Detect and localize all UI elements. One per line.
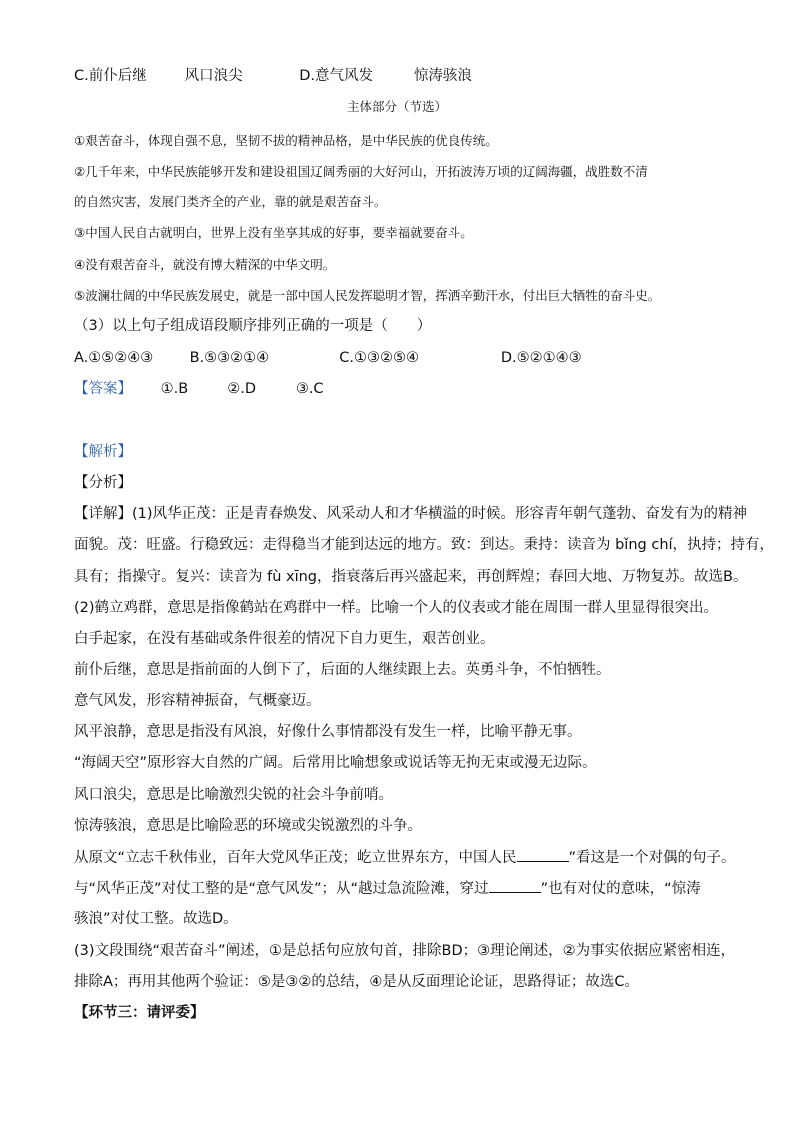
detail-paragraph-2: (2)鹤立鸡群，意思是指像鹤站在鸡群中一样。比喻一个人的仪表或才能在周围一群人里显得很突出。 [74,600,719,616]
duizhang-text-start: 与“风华正茂”对仗工整的是“意气风发”；从“越过急流险滩，穿过 [74,881,489,897]
detail-line-haikuo: “海阔天空”原形容大自然的广阔。后常用比喻想象或说话等无拘无束或漫无边际。 [74,755,597,771]
detail-line-2: 面貌。茂：旺盛。行稳致远：走得稳当才能到达远的地方。致：到达。秉持：读音为 bǐng chí，执持；持有， [74,537,775,553]
yuanwen-text-end: ”看这是一个对偶的句子。 [568,850,736,866]
detail-line-duizhang [74,878,701,899]
detail-line-fengkou: 风口浪尖，意思是比喻激烈尖锐的社会斗争前哨。 [74,787,393,803]
duizhang-text-end: ”也有对仗的意味，“惊涛 [540,881,701,897]
answer-label: 【答案】 [74,381,132,397]
sentence-3: ③中国人民自古就明白，世界上没有坐享其成的好事，要幸福就要奋斗。 [74,225,473,240]
fill-blank-2 [489,878,541,893]
fenxi-label: 【分析】 [74,475,132,491]
option-c-word1: C.前仆后继 [74,68,147,84]
detail-line-fengping: 风平浪静，意思是指没有风浪，好像什么事情都没有发生一样，比喻平静无事。 [74,724,582,740]
fill-blank-1 [517,847,569,862]
answer-2: ②.D [227,381,256,397]
options-row-c-d [74,66,472,86]
sentence-2-line-2: 的自然灾害，发展门类齐全的产业，靠的就是艰苦奋斗。 [74,194,387,209]
detail-label: 【详解】 [74,506,132,522]
detail-line-jingtao: 惊涛骇浪，意思是比喻险恶的环境或尖锐激烈的斗争。 [74,818,422,834]
detail-paragraph-3-line-2: 排除A；再用其他两个验证：⑤是③②的总结，④是从反面理论论证，思路得证；故选C。 [74,974,640,990]
sentence-2-line-1: ②几千年来，中华民族能够开发和建设祖国辽阔秀丽的大好河山，开拓波涛万顷的辽阔海疆，战胜数不清 [74,164,648,179]
q3-option-c: C.①③②⑤④ [339,350,419,366]
option-d-word2: 惊涛骇浪 [413,68,472,84]
sentence-4: ④没有艰苦奋斗，就没有博大精深的中华文明。 [74,257,336,272]
q3-option-d: D.⑤②①④③ [500,350,582,366]
passage-heading: 主体部分（节选） [346,99,447,114]
detail-line-3: 具有；指操守。复兴：读音为 fù xīng，指衰落后再兴盛起来，再创辉煌；春回大地、万物复苏。故选B。 [74,569,748,585]
q3-option-b: B.⑤③②①④ [189,350,270,366]
section-title: 【环节三：请评委】 [74,1005,205,1021]
question-3-options [74,348,582,368]
detail-line-baishou: 白手起家，在没有基础或条件很差的情况下自力更生，艰苦创业。 [74,631,495,647]
q3-option-a: A.①⑤②④③ [74,350,154,366]
detail-line-qianpu: 前仆后继，意思是指前面的人倒下了，后面的人继续跟上去。英勇斗争，不怕牺牲。 [74,662,611,678]
sentence-5: ⑤波澜壮阔的中华民族发展史，就是一部中国人民发挥聪明才智，挥洒辛勤汗水，付出巨大牺牲的奋斗史。 [74,288,661,303]
answer-1: ①.B [160,381,189,397]
detail-paragraph-3-line-1: (3)文段围绕“艰苦奋斗”阐述，①是总括句应放句首，排除BD；③理论阐述，②为事实依据应紧密相连， [74,943,736,959]
analysis-label: 【解析】 [74,444,132,460]
yuanwen-text-start: 从原文“立志千秋伟业，百年大党风华正茂；屹立世界东方，中国人民 [74,850,517,866]
sentence-1: ①艰苦奋斗，体现自强不息，坚韧不拔的精神品格，是中华民族的优良传统。 [74,133,498,148]
detail-line-1 [74,504,747,524]
answer-row [74,379,324,399]
detail-line-yiqi: 意气风发，形容精神振奋，气概豪迈。 [74,693,321,709]
detail-line-hailang: 骇浪”对仗工整。故选D。 [74,911,238,927]
question-3-stem: （3）以上句子组成语段顺序排列正确的一项是（ ） [74,318,432,334]
detail-text-1: (1)风华正茂：正是青春焕发、风采动人和才华横溢的时候。形容青年朝气蓬勃、奋发有为的精神 [132,506,748,522]
option-c-word2: 风口浪尖 [184,68,243,84]
detail-line-yuanwen [74,847,736,868]
option-d-word1: D.意气风发 [299,68,373,84]
answer-3: ③.C [295,381,324,397]
